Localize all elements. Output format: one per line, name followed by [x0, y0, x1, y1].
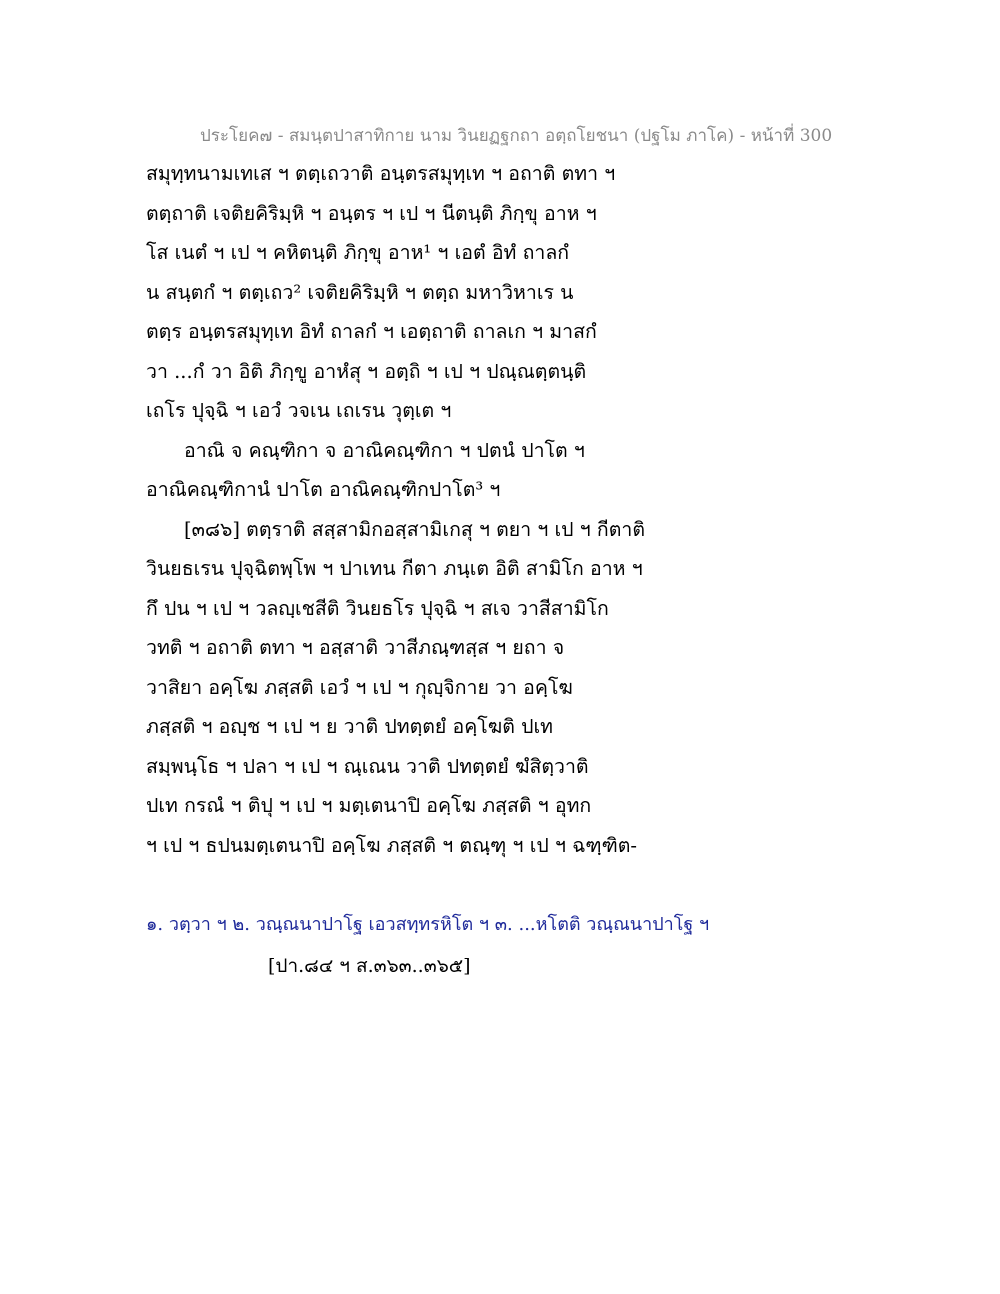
footnote-line: ๑. วตฺวา ฯ ๒. วณฺณนาปาโฐ เอวสทฺทรหิโต ฯ ๓. ...หโตติ วณฺณนาปาโฐ ฯ [146, 914, 710, 935]
page-reference: [ปา.๘๔ ฯ ส.๓๖๓..๓๖๕] [268, 955, 471, 977]
body-line: โส เนตํ ฯ เป ฯ คหิตนฺติ ภิกฺขุ อาห¹ ฯ เอตํ อิทํ ถาลกํ [146, 241, 570, 264]
body-line: อาณิ จ คณฺฑิกา จ อาณิคณฺฑิกา ฯ ปตนํ ปาโต ฯ [184, 438, 585, 462]
body-line: น สนฺตกํ ฯ ตตฺเถว² เจติยคิริมฺหิ ฯ ตตฺถ มหาวิหาเร น [146, 280, 574, 304]
body-text [146, 158, 866, 869]
body-line: วินยธเรน ปุจฺฉิตพฺโพ ฯ ปาเทน กีตา ภนฺเต อิติ สามิโก อาห ฯ [146, 557, 643, 580]
body-line: ปเท กรณํ ฯ ติปุ ฯ เป ฯ มตฺเตนาปิ อคฺโฆ ภสฺสติ ฯ อุทก [146, 794, 592, 817]
body-line: กึ ปน ฯ เป ฯ วลญฺเชสีติ วินยธโร ปุจฺฉิ ฯ สเจ วาสีสามิโก [146, 596, 609, 620]
body-line: ภสฺสติ ฯ อญฺช ฯ เป ฯ ย วาติ ปทตฺตยํ อคฺโฆติ ปเท [146, 715, 553, 738]
body-line: อาณิคณฺฑิกานํ ปาโต อาณิคณฺฑิกปาโต³ ฯ [146, 478, 501, 501]
body-line: ตตฺถาติ เจติยคิริมฺหิ ฯ อนฺตร ฯ เป ฯ นีตนฺติ ภิกฺขุ อาห ฯ [146, 201, 597, 225]
body-line: สมฺพนฺโธ ฯ ปลา ฯ เป ฯ ณฺเณน วาติ ปทตฺตยํ ฆํสิตฺวาติ [146, 754, 589, 778]
body-line: [๓๘๖] ตตฺราติ สสฺสามิกอสฺสามิเกสุ ฯ ตยา ฯ เป ฯ กีตาติ [184, 517, 645, 541]
footnotes [146, 910, 866, 982]
body-line: ฯ เป ฯ ธปนมตฺเตนาปิ อคฺโฆ ภสฺสติ ฯ ตณฺฑุ ฯ เป ฯ ฉฑฺฑิต- [146, 833, 638, 857]
body-line: วา ...กํ วา อิติ ภิกฺขู อาหํสุ ฯ อตฺถิ ฯ เป ฯ ปณฺณตฺตนฺติ [146, 359, 587, 383]
body-line: เถโร ปุจฺฉิ ฯ เอวํ วจเน เถเรน วุตฺเต ฯ [146, 399, 452, 422]
body-line: วทติ ฯ อถาติ ตทา ฯ อสฺสาติ วาสีภณฺฑสฺส ฯ ยถา จ [146, 636, 565, 659]
body-line: ตตฺร อนฺตรสมุทฺเท อิทํ ถาลกํ ฯ เอตฺถาติ ถาลเก ฯ มาสกํ [146, 320, 597, 343]
body-line: สมุทฺทนามเทเส ฯ ตตฺเถวาติ อนฺตรสมุทฺเท ฯ อถาติ ตทา ฯ [146, 162, 616, 185]
page-header: ประโยค๗ - สมนฺตปาสาทิกาย นาม วินยฏฐกถา อตฺถโยชนา (ปฐโม ภาโค) - หน้าที่ 300 [200, 126, 833, 146]
body-line: วาสิยา อคฺโฆ ภสฺสติ เอวํ ฯ เป ฯ กุญฺจิกาย วา อคฺโฆ [146, 675, 573, 699]
